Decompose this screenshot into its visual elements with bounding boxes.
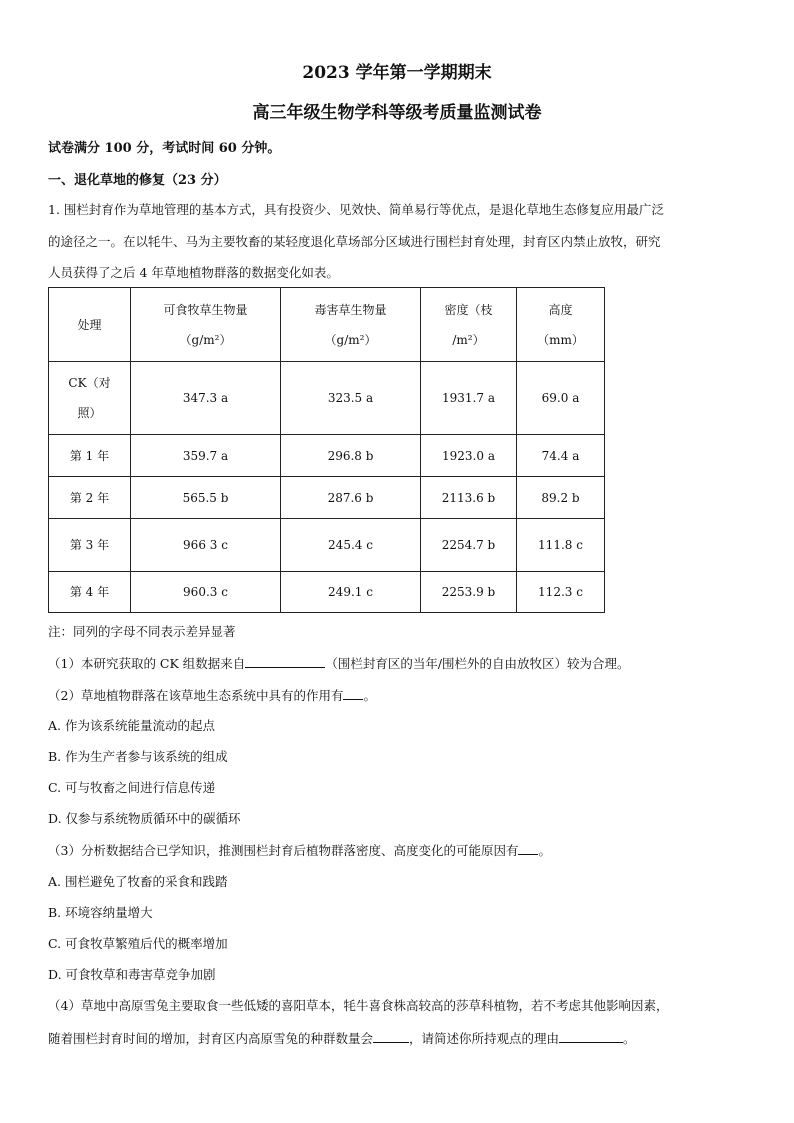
header-text: 处理 <box>77 317 102 332</box>
q2-option: C. 可与牧畜之间进行信息传递 <box>48 780 216 795</box>
q2-end: 。 <box>363 688 376 703</box>
header-cell <box>49 288 131 362</box>
table-row <box>49 477 605 519</box>
header-unit: /m²） <box>452 332 485 347</box>
q3-text: （3）分析数据结合已学知识，推测围栏封育后植物群落密度、高度变化的可能原因有 <box>48 843 519 858</box>
question-4-line2 <box>48 1028 636 1047</box>
header-cell <box>281 288 421 362</box>
density-cell: 2113.6 b <box>421 477 517 519</box>
edible-cell: 960.3 c <box>131 572 281 613</box>
question-1 <box>48 653 630 672</box>
exam-title-line1: 2023 学年第一学期期末 <box>302 63 492 83</box>
q3-option: B. 环境容纳量增大 <box>48 905 153 920</box>
answer-blank[interactable] <box>518 840 538 855</box>
table-row <box>49 519 605 572</box>
answer-blank[interactable] <box>343 685 363 700</box>
table-row <box>49 435 605 477</box>
treatment-cell: 第 2 年 <box>49 477 131 519</box>
table-header-row <box>49 288 605 362</box>
treatment-cell <box>49 362 131 435</box>
table-note: 注：同列的字母不同表示差异显著 <box>48 624 236 639</box>
q4-end: 。 <box>623 1031 636 1046</box>
answer-blank[interactable] <box>559 1028 623 1043</box>
edible-cell: 359.7 a <box>131 435 281 477</box>
question-2 <box>48 685 376 704</box>
density-cell: 2254.7 b <box>421 519 517 572</box>
height-cell: 89.2 b <box>517 477 605 519</box>
density-cell: 1931.7 a <box>421 362 517 435</box>
intro-line-1: 1. 围栏封育作为草地管理的基本方式，具有投资少、见效快、简单易行等优点，是退化草地生态修复应用最广泛 <box>48 202 664 217</box>
toxic-cell: 323.5 a <box>281 362 421 435</box>
q3-option: D. 可食牧草和毒害草竞争加剧 <box>48 967 216 982</box>
exam-title-line2: 高三年级生物学科等级考质量监测试卷 <box>252 103 542 123</box>
q3-option: A. 围栏避免了牧畜的采食和践踏 <box>48 874 228 889</box>
question-3 <box>48 840 551 859</box>
height-cell: 111.8 c <box>517 519 605 572</box>
table-row <box>49 572 605 613</box>
toxic-cell: 296.8 b <box>281 435 421 477</box>
data-table <box>48 287 605 613</box>
toxic-cell: 245.4 c <box>281 519 421 572</box>
toxic-cell: 287.6 b <box>281 477 421 519</box>
height-cell: 74.4 a <box>517 435 605 477</box>
header-unit: （g/m²） <box>179 332 232 347</box>
header-cell <box>517 288 605 362</box>
header-text: 毒害草生物量 <box>314 302 387 317</box>
header-cell <box>131 288 281 362</box>
header-text: 可食牧草生物量 <box>163 302 248 317</box>
intro-line-2: 的途径之一。在以牦牛、马为主要牧畜的某轻度退化草场部分区域进行围栏封育处理，封育区内禁止放牧，研究 <box>48 234 661 249</box>
q2-option: A. 作为该系统能量流动的起点 <box>48 718 215 733</box>
q3-end: 。 <box>538 843 551 858</box>
density-cell: 2253.9 b <box>421 572 517 613</box>
treatment-cell: 第 1 年 <box>49 435 131 477</box>
answer-blank[interactable] <box>245 653 325 668</box>
q4-text-mid: ，请简述你所持观点的理由 <box>409 1031 560 1046</box>
header-unit: （mm） <box>537 332 584 347</box>
treatment-text-cont: 照） <box>77 406 102 420</box>
edible-cell: 565.5 b <box>131 477 281 519</box>
q1-text-end: （围栏封育区的当年/围栏外的自由放牧区）较为合理。 <box>325 656 630 671</box>
height-cell: 69.0 a <box>517 362 605 435</box>
toxic-cell: 249.1 c <box>281 572 421 613</box>
header-unit: （g/m²） <box>324 332 377 347</box>
header-cell <box>421 288 517 362</box>
header-text: 密度（枝 <box>444 302 493 317</box>
section-heading: 一、退化草地的修复（23 分） <box>48 173 227 188</box>
height-cell: 112.3 c <box>517 572 605 613</box>
density-cell: 1923.0 a <box>421 435 517 477</box>
table-row <box>49 362 605 435</box>
edible-cell: 347.3 a <box>131 362 281 435</box>
treatment-text: CK（对 <box>68 376 111 390</box>
q2-option: D. 仅参与系统物质循环中的碳循环 <box>48 811 241 826</box>
header-text: 高度 <box>548 302 573 317</box>
q3-option: C. 可食牧草繁殖后代的概率增加 <box>48 936 228 951</box>
treatment-cell: 第 3 年 <box>49 519 131 572</box>
exam-info: 试卷满分 100 分，考试时间 60 分钟。 <box>48 141 281 156</box>
treatment-cell: 第 4 年 <box>49 572 131 613</box>
intro-line-3: 人员获得了之后 4 年草地植物群落的数据变化如表。 <box>48 265 339 280</box>
question-4-line1: （4）草地中高原雪兔主要取食一些低矮的喜阳草本，牦牛喜食株高较高的莎草科植物，若不考虑其他影响因素， <box>48 998 669 1013</box>
q2-text: （2）草地植物群落在该草地生态系统中具有的作用有 <box>48 688 344 703</box>
edible-cell: 966 3 c <box>131 519 281 572</box>
answer-blank[interactable] <box>373 1028 409 1043</box>
q1-text: （1）本研究获取的 CK 组数据来自 <box>48 656 246 671</box>
q4-text: 随着围栏封育时间的增加，封育区内高原雪兔的种群数量会 <box>48 1031 374 1046</box>
q2-option: B. 作为生产者参与该系统的组成 <box>48 749 228 764</box>
